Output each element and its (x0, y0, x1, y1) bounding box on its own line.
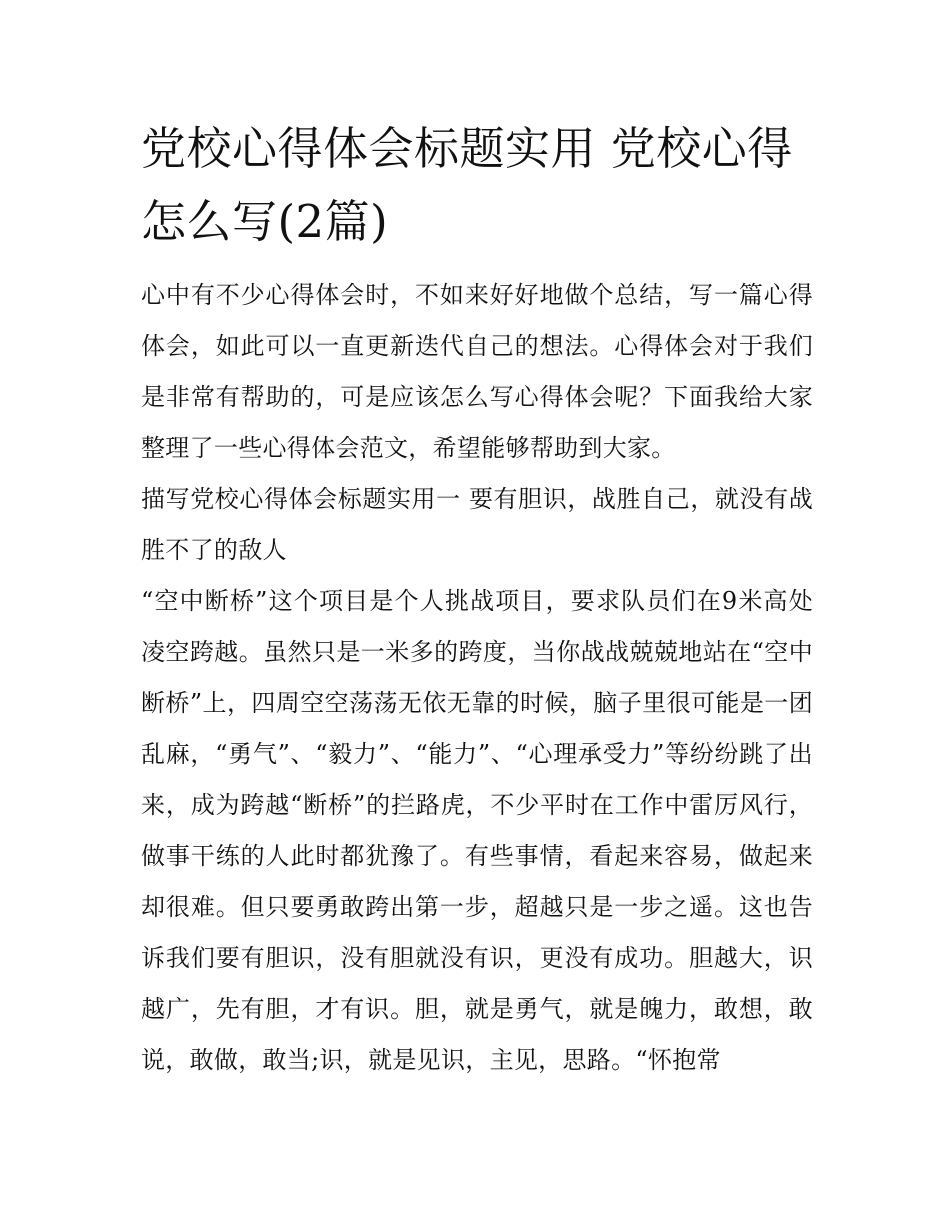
document-title: 党校心得体会标题实用 党校心得怎么写(2篇) (141, 122, 793, 248)
body-paragraph: “空中断桥”这个项目是个人挑战项目，要求队员们在9米高处凌空跨越。虽然只是一米多的跨度，当你战战兢兢地站在“空中断桥”上，四周空空荡荡无依无靠的时候，脑子里很可能是一团乱麻，“勇气”、“毅力”、“能力”、“心理承受力”等纷纷跳了出来，成为跨越“断桥”的拦路虎，不少平时在工作中雷厉风行，做事干练的人此时都犹豫了。有些事情，看起来容易，做起来却很难。但只要勇敢跨出第一步，超越只是一步之遥。这也告诉我们要有胆识，没有胆就没有识，更没有成功。胆越大，识越广，先有胆，才有识。胆，就是勇气，就是魄力，敢想，敢说，敢做，敢当;识，就是见识，主见，思路。“怀抱常 (141, 587, 813, 1074)
section-heading: 描写党校心得体会标题实用一 要有胆识，战胜自己，就没有战胜不了的敌人 (141, 485, 813, 564)
intro-paragraph: 心中有不少心得体会时，不如来好好地做个总结，写一篇心得体会，如此可以一直更新迭代自己的想法。心得体会对于我们是非常有帮助的，可是应该怎么写心得体会呢？下面我给大家整理了一些心得体会范文，希望能够帮助到大家。 (141, 281, 813, 462)
document-content (141, 112, 813, 1086)
